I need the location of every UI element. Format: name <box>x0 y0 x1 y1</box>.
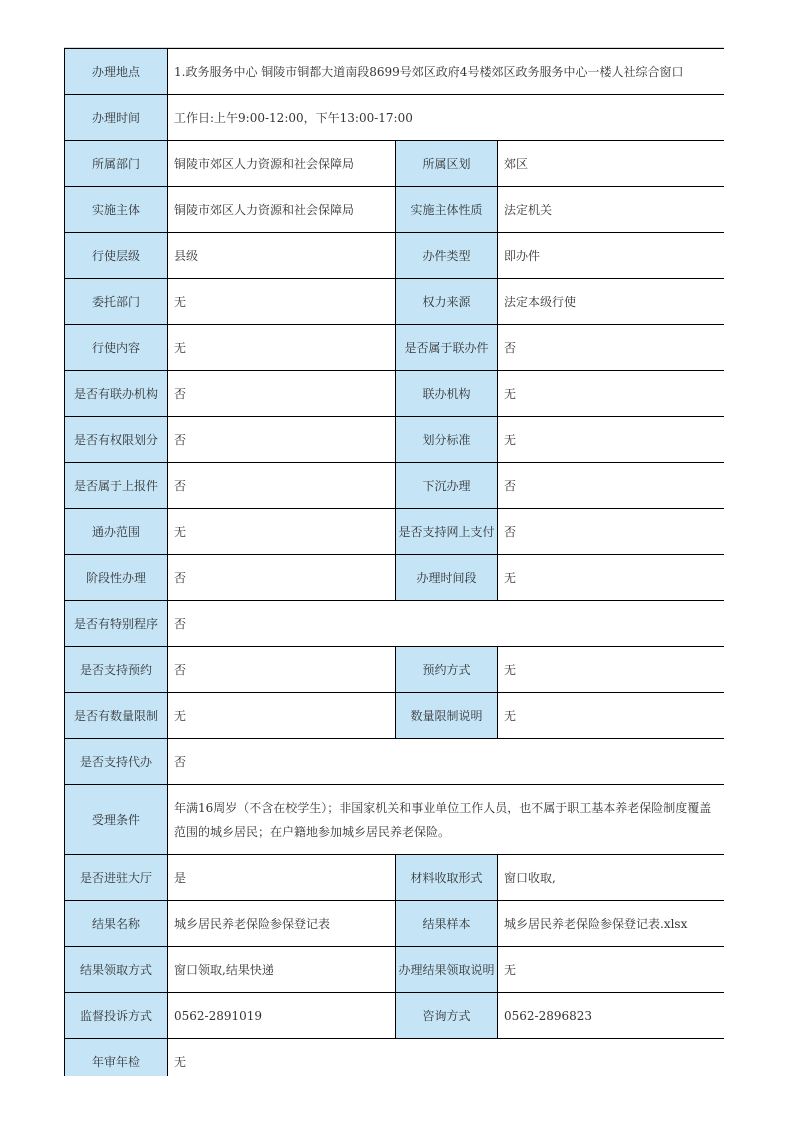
field-value: 即办件 <box>498 233 725 279</box>
table-row <box>65 947 725 993</box>
field-value: 无 <box>498 371 725 417</box>
field-label: 权力来源 <box>396 279 498 325</box>
field-value: 法定机关 <box>498 187 725 233</box>
field-value: 城乡居民养老保险参保登记表 <box>168 901 396 947</box>
field-value: 窗口收取, <box>498 855 725 901</box>
field-label: 办理时间 <box>65 95 168 141</box>
field-label: 结果领取方式 <box>65 947 168 993</box>
field-label: 是否属于联办件 <box>396 325 498 371</box>
field-label: 通办范围 <box>65 509 168 555</box>
field-value: 无 <box>168 325 396 371</box>
service-info-table <box>64 48 724 1076</box>
field-label: 是否支持网上支付 <box>396 509 498 555</box>
field-label: 办理地点 <box>65 49 168 95</box>
field-label: 委托部门 <box>65 279 168 325</box>
field-label: 年审年检 <box>65 1039 168 1077</box>
field-label: 划分标准 <box>396 417 498 463</box>
field-label: 是否支持代办 <box>65 739 168 785</box>
table-row <box>65 855 725 901</box>
field-value: 工作日:上午9:00-12:00，下午13:00-17:00 <box>168 95 725 141</box>
table-row <box>65 785 725 855</box>
field-label: 办理结果领取说明 <box>396 947 498 993</box>
field-label: 材料收取形式 <box>396 855 498 901</box>
field-label: 是否有联办机构 <box>65 371 168 417</box>
field-label: 实施主体性质 <box>396 187 498 233</box>
field-label: 咨询方式 <box>396 993 498 1039</box>
table-row <box>65 509 725 555</box>
table-row <box>65 141 725 187</box>
field-label: 是否有特别程序 <box>65 601 168 647</box>
field-value: 法定本级行使 <box>498 279 725 325</box>
field-value: 1.政务服务中心 铜陵市铜都大道南段8699号郊区政府4号楼郊区政务服务中心一楼人社综合窗口 <box>168 49 725 95</box>
table-row <box>65 233 725 279</box>
field-value: 无 <box>168 279 396 325</box>
field-value: 年满16周岁（不含在校学生）；非国家机关和事业单位工作人员，也不属于职工基本养老保险制度覆盖范围的城乡居民；在户籍地参加城乡居民养老保险。 <box>168 785 725 855</box>
field-label: 预约方式 <box>396 647 498 693</box>
field-value: 否 <box>168 371 396 417</box>
field-value: 是 <box>168 855 396 901</box>
table-row <box>65 601 725 647</box>
field-value: 0562-2896823 <box>498 993 725 1039</box>
table-row <box>65 647 725 693</box>
table-row <box>65 325 725 371</box>
field-label: 行使层级 <box>65 233 168 279</box>
field-value: 城乡居民养老保险参保登记表.xlsx <box>498 901 725 947</box>
field-label: 阶段性办理 <box>65 555 168 601</box>
field-value: 无 <box>168 509 396 555</box>
field-label: 所属部门 <box>65 141 168 187</box>
field-label: 实施主体 <box>65 187 168 233</box>
field-label: 结果名称 <box>65 901 168 947</box>
table-row <box>65 371 725 417</box>
field-value: 铜陵市郊区人力资源和社会保障局 <box>168 141 396 187</box>
table-row <box>65 1039 725 1077</box>
table-row <box>65 95 725 141</box>
field-value: 否 <box>498 325 725 371</box>
field-label: 下沉办理 <box>396 463 498 509</box>
table-row <box>65 555 725 601</box>
table-row <box>65 463 725 509</box>
field-label: 是否有权限划分 <box>65 417 168 463</box>
field-label: 结果样本 <box>396 901 498 947</box>
field-label: 办理时间段 <box>396 555 498 601</box>
field-label: 办件类型 <box>396 233 498 279</box>
field-value: 无 <box>168 1039 725 1077</box>
field-label: 是否有数量限制 <box>65 693 168 739</box>
field-value: 否 <box>168 417 396 463</box>
field-value: 否 <box>168 601 725 647</box>
field-value: 否 <box>168 647 396 693</box>
field-label: 是否支持预约 <box>65 647 168 693</box>
field-value: 窗口领取,结果快递 <box>168 947 396 993</box>
field-value: 无 <box>498 947 725 993</box>
table-row <box>65 49 725 95</box>
field-value: 县级 <box>168 233 396 279</box>
field-value: 无 <box>498 647 725 693</box>
field-value: 否 <box>498 463 725 509</box>
field-value: 无 <box>498 555 725 601</box>
field-label: 是否属于上报件 <box>65 463 168 509</box>
field-label: 行使内容 <box>65 325 168 371</box>
field-value: 郊区 <box>498 141 725 187</box>
field-value: 否 <box>168 463 396 509</box>
field-label: 是否进驻大厅 <box>65 855 168 901</box>
field-label: 所属区划 <box>396 141 498 187</box>
field-value: 否 <box>168 739 725 785</box>
field-value: 否 <box>168 555 396 601</box>
field-label: 数量限制说明 <box>396 693 498 739</box>
field-value: 0562-2891019 <box>168 993 396 1039</box>
field-value: 无 <box>498 693 725 739</box>
table-row <box>65 187 725 233</box>
table-row <box>65 417 725 463</box>
table-row <box>65 693 725 739</box>
field-value: 铜陵市郊区人力资源和社会保障局 <box>168 187 396 233</box>
field-value: 无 <box>168 693 396 739</box>
service-info-table-wrap <box>64 47 724 1076</box>
table-row <box>65 901 725 947</box>
field-label: 监督投诉方式 <box>65 993 168 1039</box>
table-row <box>65 993 725 1039</box>
field-value: 否 <box>498 509 725 555</box>
field-label: 联办机构 <box>396 371 498 417</box>
field-label: 受理条件 <box>65 785 168 855</box>
table-row <box>65 739 725 785</box>
table-row <box>65 279 725 325</box>
field-value: 无 <box>498 417 725 463</box>
